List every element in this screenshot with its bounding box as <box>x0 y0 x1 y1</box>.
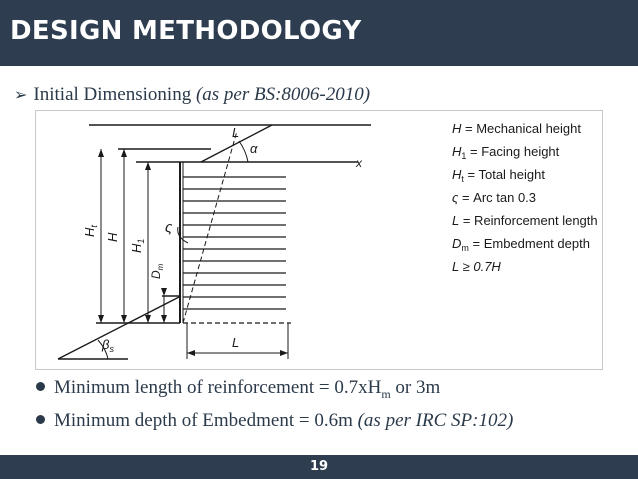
arrow-bullet-icon: ➢ <box>14 85 28 104</box>
legend-item: L = Reinforcement length <box>452 213 598 228</box>
page-number: 19 <box>309 459 329 474</box>
wall-diagram <box>36 111 602 369</box>
bullet-dot-icon <box>36 415 45 424</box>
alpha-arc <box>239 141 248 162</box>
label-ht: $H_t$ <box>82 225 99 237</box>
slide-title: DESIGN METHODOLOGY <box>10 16 362 46</box>
legend-item: $H_t$ = Total height <box>452 167 545 184</box>
failure-plane-line <box>183 131 237 323</box>
bullet-dot-icon <box>36 382 45 391</box>
label-h: H <box>105 232 120 242</box>
label-l-top: L <box>232 125 240 140</box>
label-l-bottom: L <box>232 335 240 350</box>
label-beta: $\beta_s$ <box>102 337 114 354</box>
legend-item: H = Mechanical height <box>452 121 581 136</box>
label-alpha: α <box>250 141 258 156</box>
wall-diagram-figure <box>35 110 603 370</box>
label-varsigma: ς <box>165 219 173 236</box>
subtitle <box>14 84 370 106</box>
bullet-min-length: Minimum length of reinforcement = $0.7xH_m$ or 3m <box>36 377 440 402</box>
label-h1: $H_1$ <box>129 238 146 253</box>
slide-footer <box>0 455 638 479</box>
reinforcement-strips <box>183 177 286 309</box>
ground-slope-line <box>58 296 181 359</box>
legend-item: L ≥ 0.7H <box>452 259 501 274</box>
legend-item: $H_1$ = Facing height <box>452 144 560 161</box>
legend-item: ς = Arc tan 0.3 <box>452 190 537 205</box>
diagram-legend <box>452 121 598 274</box>
subtitle-reference: (as per BS:8006-2010) <box>195 84 371 105</box>
label-x: x <box>356 156 362 170</box>
subtitle-text: Initial Dimensioning <box>33 84 192 105</box>
dimension-arrowheads <box>98 149 288 356</box>
slide-header <box>0 0 638 66</box>
label-dm: $D_m$ <box>149 263 165 279</box>
legend-item: $D_m$ = Embedment depth <box>452 236 590 253</box>
bullet-min-depth: Minimum depth of Embedment = 0.6m (as per IRC SP:102) <box>36 410 513 432</box>
